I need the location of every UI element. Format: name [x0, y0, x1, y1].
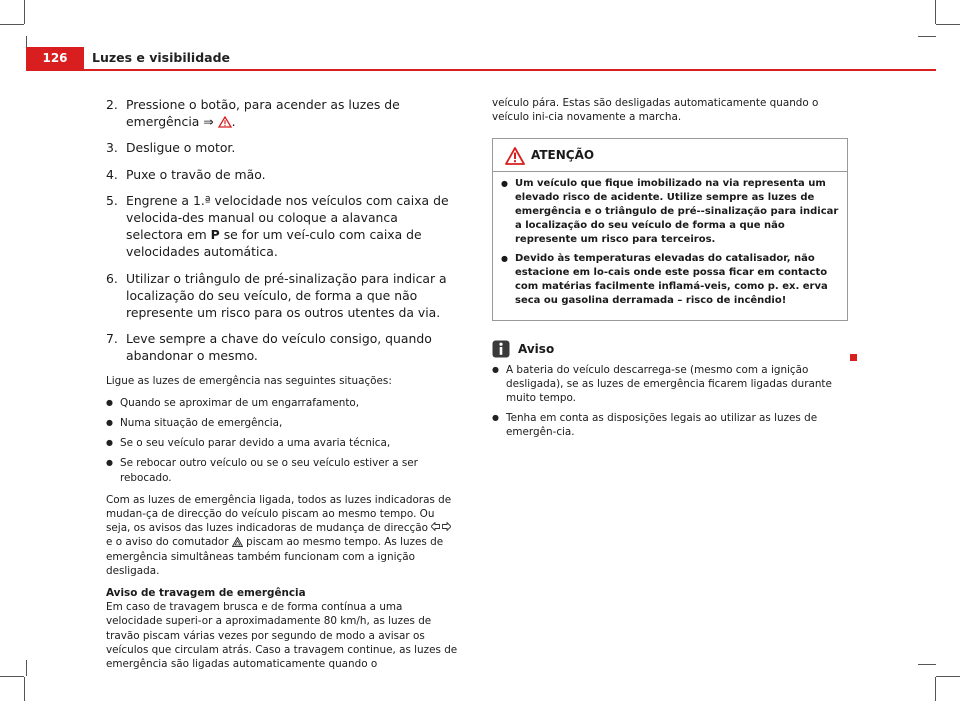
braking-paragraph: Em caso de travagem brusca e de forma contínua a uma velocidade superi-or a aproximadamente 80 km/h, as luzes de travão piscam várias vezes por segundo de modo a avisar os veículos que circulam atrás. Caso a travagem continue, as luzes de emergência são ligadas automaticamente quando o [106, 601, 458, 671]
turn-signal-arrows-icon [431, 522, 451, 531]
info-note-icon [492, 340, 510, 358]
list-item: ● A bateria do veículo descarrega-se (mesmo com a ignição desligada), se as luzes de emergência ficarem ligadas durante muito tempo. [492, 363, 848, 406]
warning-body [493, 172, 847, 319]
step-item: 5. Engrene a 1.ª velocidade nos veículos com caixa de velocida-des manual ou coloque a alavanca selectora em P se for um veí-culo com caixa de velocidades automática. [106, 192, 449, 260]
note-list [492, 363, 848, 440]
section-title: Luzes e visibilidade [92, 50, 231, 65]
crop-mark [918, 664, 936, 665]
indicators-paragraph: Com as luzes de emergência ligada, todos as luzes indicadoras de mudan-ça de direcção do veículo piscam ao mesmo tempo. Ou seja, os avisos das luzes indicadoras de mudança de direcção e o aviso do comutador piscam ao mesmo tempo. As luzes de emergência simultâneas também funcionam com a ignição desligada. [106, 493, 452, 577]
list-item: ● Se rebocar outro veículo ou se o seu veículo estiver a ser rebocado. [106, 456, 458, 484]
warning-header [493, 139, 847, 172]
crop-mark [936, 24, 960, 25]
steps-list [106, 96, 458, 365]
crop-mark [936, 676, 960, 677]
warning-box [492, 138, 848, 320]
crop-mark [26, 660, 27, 676]
braking-continuation: veículo pára. Estas são desligadas automaticamente quando o veículo ini-cia novamente a marcha. [492, 97, 819, 124]
list-item: ● Se o seu veículo parar devido a uma avaria técnica, [106, 436, 458, 450]
section-end-marker [850, 354, 857, 361]
hazard-switch-icon [232, 537, 243, 547]
right-column [492, 96, 848, 448]
list-item: ● Tenha em conta as disposições legais ao utilizar as luzes de emergên-cia. [492, 411, 848, 439]
step-item: 7. Leve sempre a chave do veículo consigo, quando abandonar o mesmo. [106, 331, 432, 364]
header-rule [26, 69, 936, 71]
warning-triangle-icon [218, 116, 232, 128]
left-column [106, 96, 458, 679]
list-item: ● Um veículo que fique imobilizado na via representa um elevado risco de acidente. Utilize sempre as luzes de emergência e o triângulo de pré--sinalização para indicar a localização do seu veículo de forma a que não represente um risco para terceiros. [501, 177, 839, 246]
list-item: ● Numa situação de emergência, [106, 416, 458, 430]
step-item: 6. Utilizar o triângulo de pré-sinalização para indicar a localização do seu veículo, de forma a que não represente um risco para os outros utentes da via. [106, 270, 447, 321]
step-item: 4. Puxe o travão de mão. [106, 166, 266, 182]
crop-mark [918, 36, 936, 37]
step-item: 2. Pressione o botão, para acender as luzes de emergência ⇒ . [106, 97, 400, 130]
warning-title: ATENÇÃO [531, 148, 595, 163]
list-item: ● Devido às temperaturas elevadas do catalisador, não estacione em lo-cais onde este possa ficar em contacto com matérias facilmente inflamá-veis, como p. ex. erva seca ou gasolina derramada – risco de incêndio! [501, 252, 839, 307]
page-number: 126 [26, 47, 84, 69]
step-item: 3. Desligue o motor. [106, 140, 236, 156]
note-header [492, 339, 848, 359]
note-title: Aviso [518, 341, 555, 356]
warning-icon [505, 147, 525, 165]
crop-mark [0, 676, 24, 677]
braking-heading: Aviso de travagem de emergência [106, 587, 306, 600]
crop-mark [0, 24, 24, 25]
situations-list [106, 396, 458, 485]
crop-mark [24, 0, 25, 24]
crop-mark [24, 677, 25, 701]
crop-mark [935, 677, 936, 701]
situations-intro: Ligue as luzes de emergência nas seguintes situações: [106, 374, 392, 387]
list-item: ● Quando se aproximar de um engarrafamento, [106, 396, 458, 410]
crop-mark [935, 0, 936, 24]
